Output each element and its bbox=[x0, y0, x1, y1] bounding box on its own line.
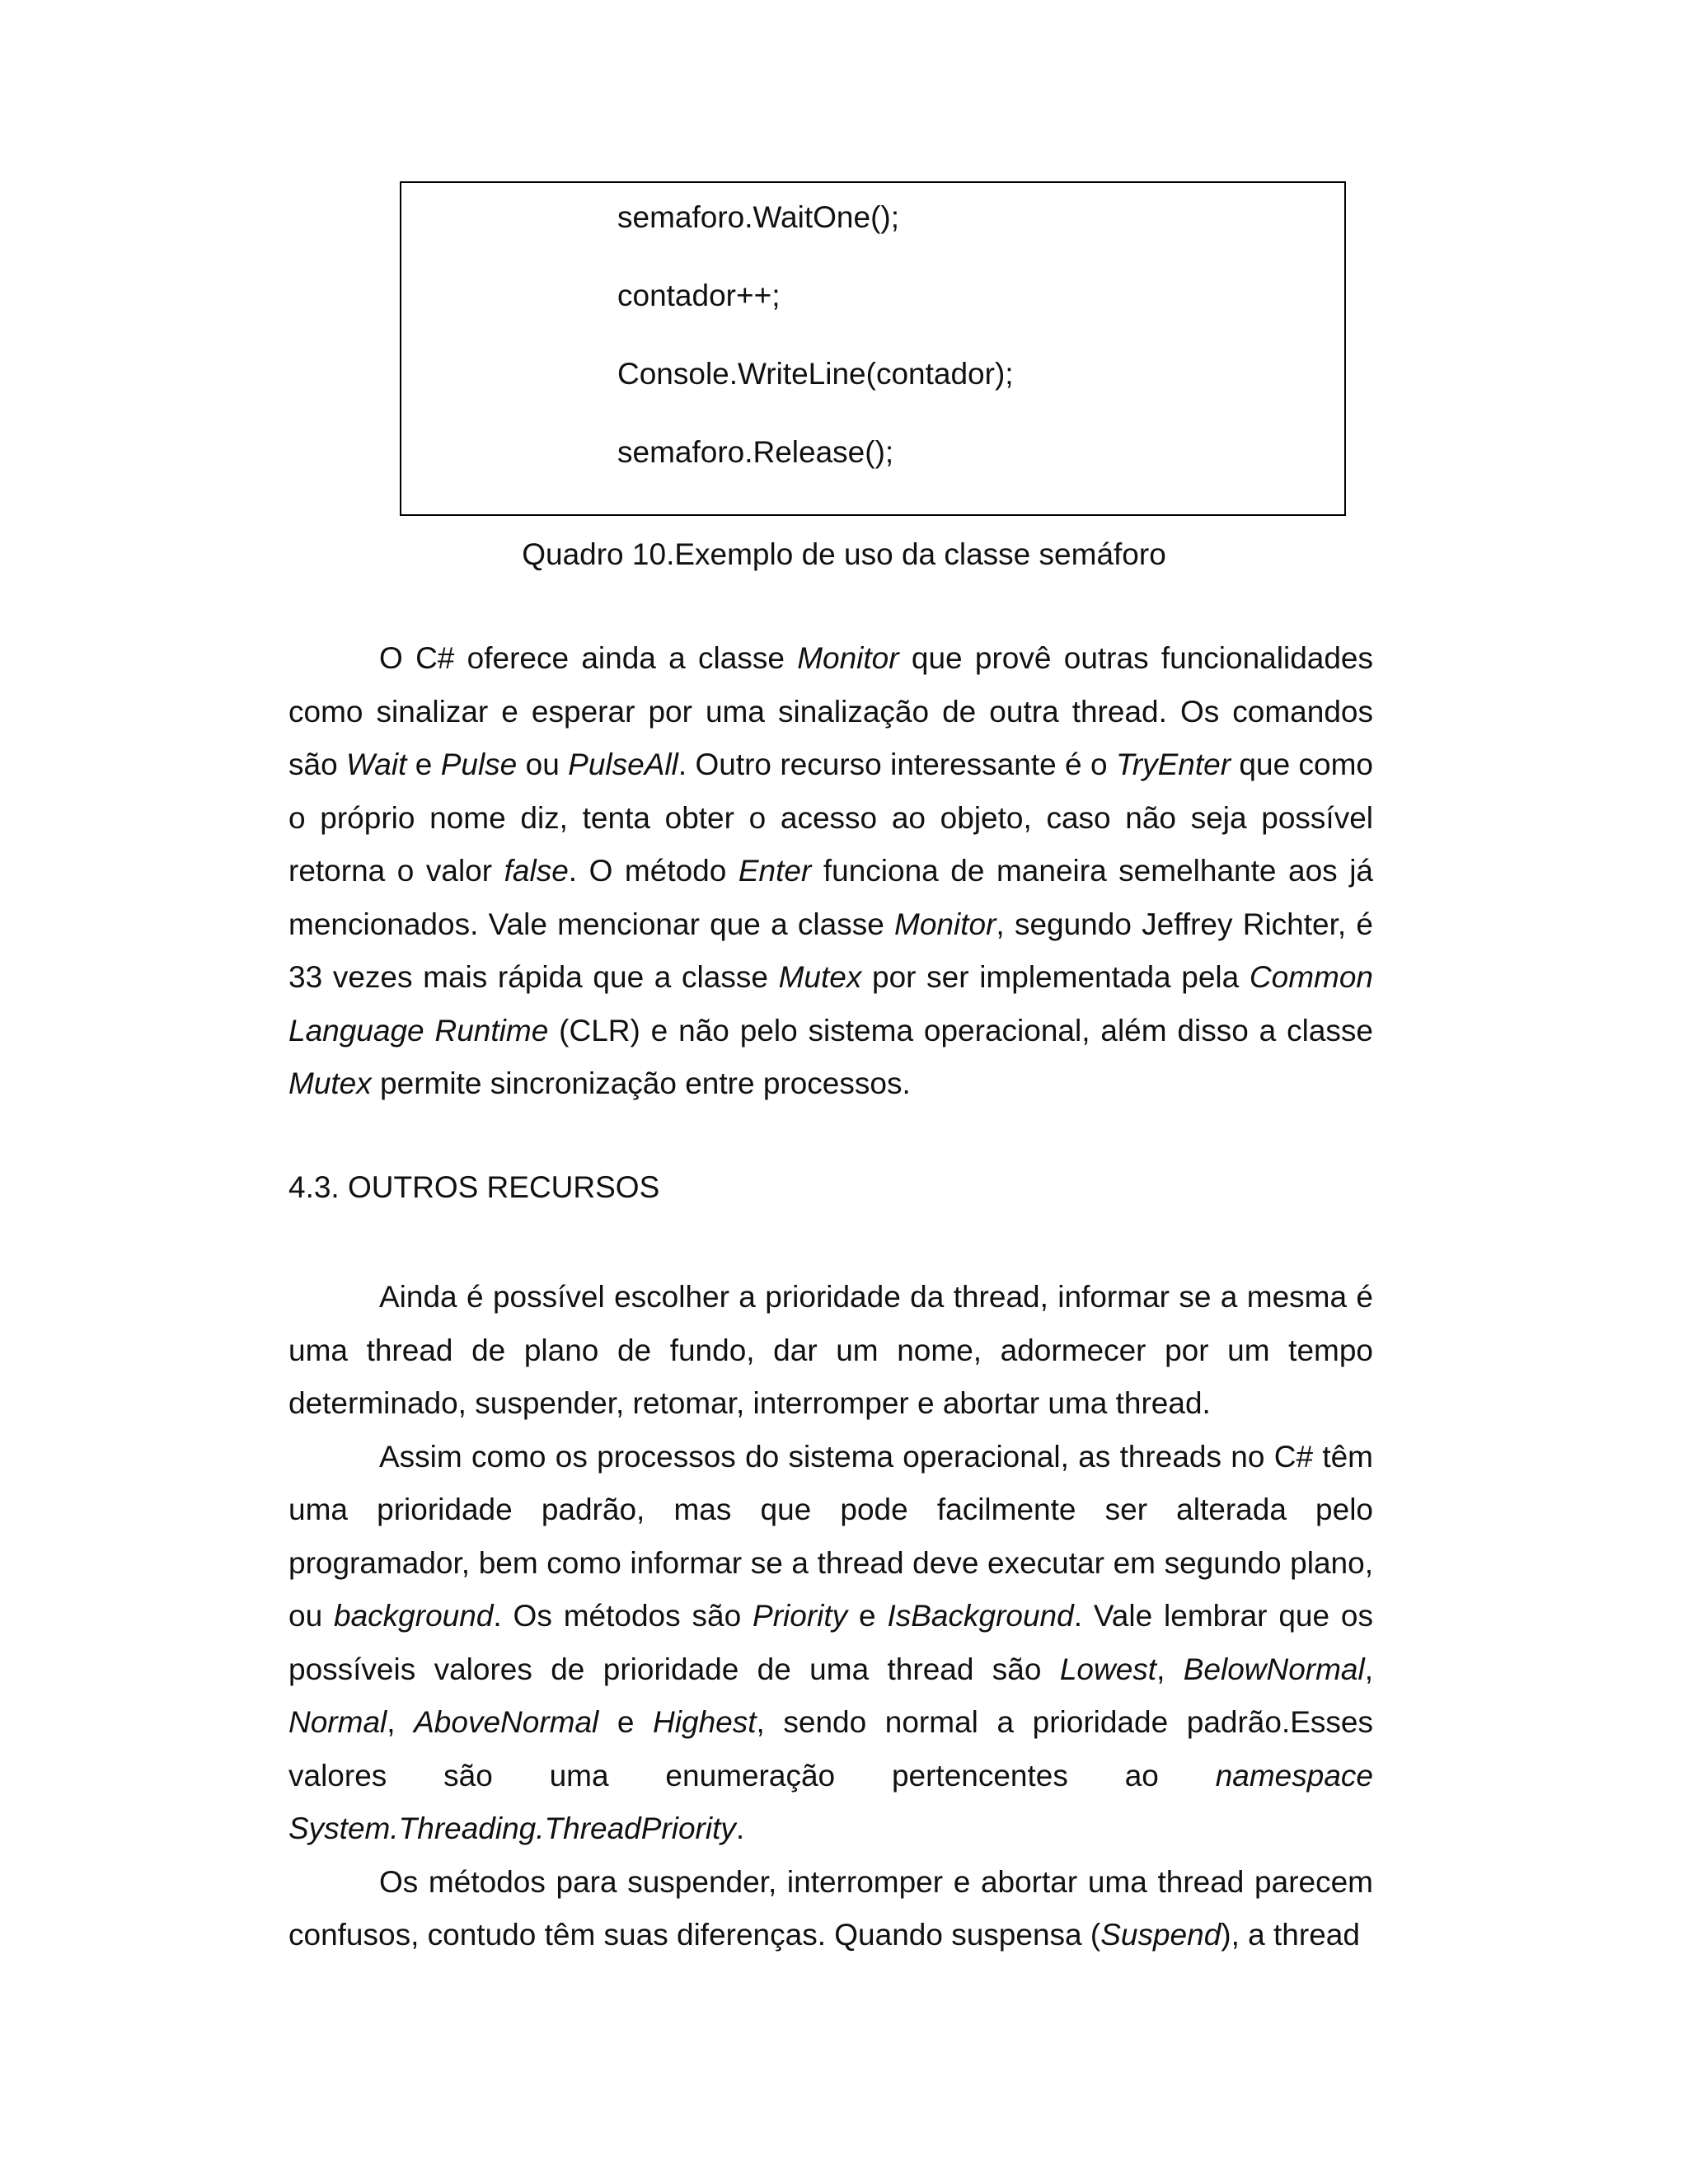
code-line: semaforo.WaitOne(); bbox=[617, 200, 899, 234]
code-line: contador++; bbox=[617, 279, 781, 312]
code-line: Console.WriteLine(contador); bbox=[617, 357, 1014, 391]
code-line: semaforo.Release(); bbox=[617, 435, 894, 469]
paragraph-text: Ainda é possível escolher a prioridade da thread, informar se a mesma é uma thread de plano de fundo, dar um nome, adormecer por um tempo determinado, suspender, retomar, interromper e abortar uma thread. bbox=[288, 1280, 1373, 1420]
paragraph-text: Os métodos para suspender, interromper e abortar uma thread parecem confusos, contudo têm suas diferenças. Quando suspensa (Suspend), a thread bbox=[288, 1864, 1373, 1952]
code-box bbox=[400, 181, 1346, 516]
paragraph-text: Assim como os processos do sistema operacional, as threads no C# têm uma prioridade padrão, mas que pode facilmente ser alterada pelo programador, bem como informar se a thread deve executar em segundo plano, ou background. Os métodos são Priority e IsBackground. Vale lembrar que os possíveis valores de prioridade de uma thread são Lowest, BelowNormal, Normal, AboveNormal e Highest, sendo normal a prioridade padrão.Esses valores são uma enumeração pertencentes ao namespace System.Threading.ThreadPriority. bbox=[288, 1439, 1374, 1845]
section-heading: 4.3. OUTROS RECURSOS bbox=[288, 1170, 660, 1204]
paragraph-text: O C# oferece ainda a classe Monitor que provê outras funcionalidades como sinalizar e esperar por uma sinalização de outra thread. Os comandos são Wait e Pulse ou PulseAll. Outro recurso interessante é o TryEnter que como o próprio nome diz, tenta obter o acesso ao objeto, caso não seja possível retorna o valor false. O método Enter funciona de maneira semelhante aos já mencionados. Vale mencionar que a classe Monitor, segundo Jeffrey Richter, é 33 vezes mais rápida que a classe Mutex por ser implementada pela Common Language Runtime (CLR) e não pelo sistema operacional, além disso a classe Mutex permite sincronização entre processos. bbox=[288, 641, 1374, 1100]
figure-caption: Quadro 10.Exemplo de uso da classe semáforo bbox=[522, 537, 1166, 571]
paragraph-other-features bbox=[288, 1271, 1373, 1962]
paragraph-monitor bbox=[288, 632, 1373, 1111]
